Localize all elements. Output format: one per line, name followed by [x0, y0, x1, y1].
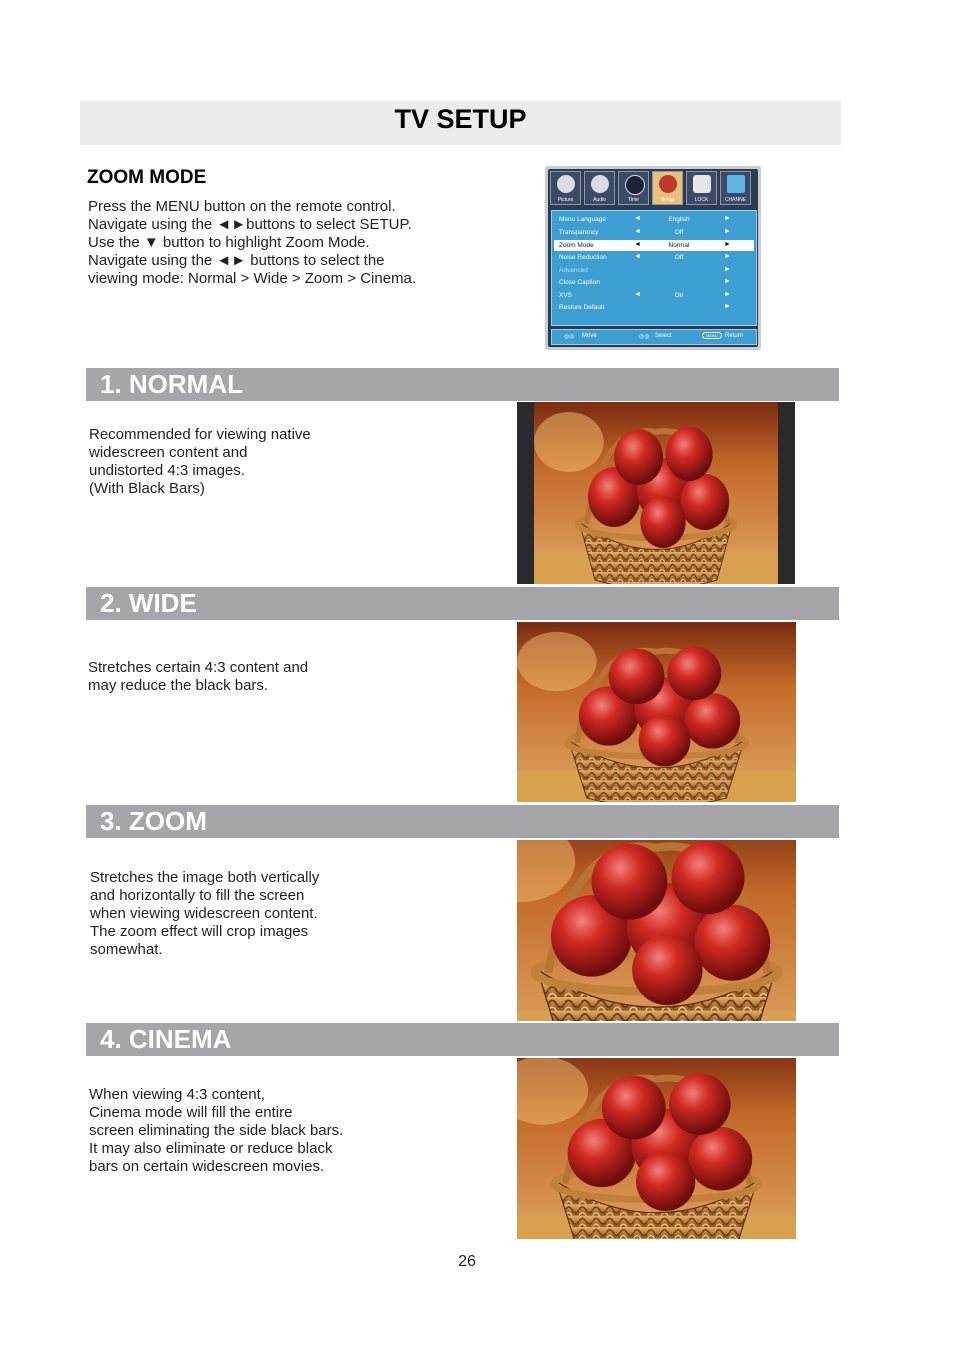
osd-row-label: Close Caption — [559, 279, 600, 286]
camera-icon — [557, 175, 575, 193]
right-arrow-icon[interactable]: ► — [724, 303, 731, 310]
osd-row-value: English — [668, 216, 690, 223]
osd-row-label: Zoom Mode — [559, 242, 594, 249]
osd-tab-label: Setup — [660, 197, 675, 203]
osd-footer-move: Move — [582, 333, 597, 339]
desc-line: somewhat. — [90, 941, 163, 958]
osd-row-value: Off — [674, 254, 684, 261]
desc-line: Cinema mode will fill the entire — [89, 1104, 293, 1121]
mode-bar-wide — [86, 587, 839, 620]
osd-row-value: On — [674, 292, 684, 299]
apple-basket-image — [517, 622, 796, 802]
monitor-icon — [727, 175, 745, 193]
speaker-icon — [591, 175, 609, 193]
osd-footer-select: Select — [655, 333, 672, 339]
osd-footer-return: Return — [725, 333, 744, 339]
desc-line: when viewing widescreen content. — [90, 905, 318, 922]
osd-tab-bar — [550, 171, 756, 205]
mode-desc-wide — [88, 659, 308, 695]
osd-row-xvs[interactable] — [554, 290, 754, 301]
page-number: 26 — [458, 1253, 476, 1270]
left-arrow-icon[interactable]: ◄ — [634, 253, 641, 260]
osd-row-label: Advanced — [559, 267, 588, 274]
osd-tab-lock[interactable] — [686, 171, 717, 205]
osd-row-label: XVS — [559, 292, 573, 299]
osd-tab-time[interactable] — [618, 171, 649, 205]
mode-title-cinema: 4. CINEMA — [100, 1024, 232, 1054]
left-arrow-icon[interactable]: ◄ — [634, 228, 641, 235]
desc-line: screen eliminating the side black bars. — [89, 1122, 344, 1139]
osd-tab-channel[interactable] — [720, 171, 751, 205]
osd-tab-label: Picture — [557, 197, 574, 203]
apple-image-normal — [517, 402, 795, 584]
osd-tab-setup[interactable] — [652, 171, 683, 205]
clock-icon — [625, 175, 645, 195]
desc-line: The zoom effect will crop images — [90, 923, 309, 940]
desc-line: Stretches certain 4:3 content and — [88, 659, 309, 676]
osd-tab-label: Audio — [593, 197, 606, 203]
intro-line: viewing mode: Normal > Wide > Zoom > Cinema. — [88, 270, 417, 287]
osd-row-value: Normal — [668, 242, 690, 249]
desc-line: bars on certain widescreen movies. — [89, 1158, 325, 1175]
right-arrow-icon[interactable]: ► — [724, 253, 731, 260]
osd-footer — [551, 329, 757, 345]
osd-tab-picture[interactable] — [550, 171, 581, 205]
desc-line: widescreen content and — [89, 444, 248, 461]
left-arrow-icon[interactable]: ◄ — [634, 241, 641, 248]
osd-row-menu-language[interactable] — [554, 214, 754, 225]
osd-row-value: Off — [674, 229, 684, 236]
osd-tab-label: Time — [628, 197, 639, 203]
intro-text — [88, 198, 416, 288]
osd-row-label: Noise Reduction — [559, 254, 607, 261]
desc-line: may reduce the black bars. — [88, 677, 269, 694]
mode-title-normal: 1. NORMAL — [100, 369, 243, 399]
right-arrow-icon[interactable]: ► — [724, 228, 731, 235]
intro-line: Navigate using the ◄►buttons to select SETUP. — [88, 216, 412, 233]
right-arrow-icon[interactable]: ► — [724, 266, 731, 273]
tools-icon — [659, 175, 677, 193]
mode-title-wide: 2. WIDE — [100, 588, 197, 618]
osd-row-zoom-mode[interactable] — [554, 240, 754, 251]
osd-menu — [545, 166, 761, 350]
menu-key-icon: MENU — [702, 332, 722, 339]
section-heading: ZOOM MODE — [87, 167, 207, 188]
osd-tab-label: CHANNE — [724, 197, 747, 203]
right-arrow-icon[interactable]: ► — [724, 291, 731, 298]
intro-line: Use the ▼ button to highlight Zoom Mode. — [88, 234, 370, 251]
left-arrow-icon[interactable]: ◄ — [634, 215, 641, 222]
desc-line: It may also eliminate or reduce black — [89, 1140, 333, 1157]
osd-row-restore-default[interactable] — [554, 302, 754, 313]
apple-image-wide — [517, 622, 796, 802]
mode-desc-cinema — [89, 1086, 343, 1176]
osd-row-noise-reduction[interactable] — [554, 252, 754, 263]
apple-basket-image — [517, 1058, 796, 1239]
lock-icon — [693, 175, 711, 193]
left-arrow-icon[interactable]: ◄ — [634, 291, 641, 298]
desc-line: (With Black Bars) — [89, 480, 205, 497]
mode-desc-zoom — [90, 869, 319, 959]
osd-tab-audio[interactable] — [584, 171, 615, 205]
desc-line: Stretches the image both vertically — [90, 869, 320, 886]
mode-title-zoom: 3. ZOOM — [100, 806, 207, 836]
right-arrow-icon[interactable]: ► — [724, 215, 731, 222]
intro-line: Navigate using the ◄► buttons to select the — [88, 252, 385, 269]
osd-row-label: Restore Default — [559, 304, 605, 311]
select-keys-icon: ◎◎ — [639, 334, 650, 340]
desc-line: undistorted 4:3 images. — [89, 462, 245, 479]
mode-desc-normal — [89, 426, 311, 498]
osd-panel — [548, 169, 758, 347]
right-arrow-icon[interactable]: ► — [724, 278, 731, 285]
move-keys-icon: ◎◎ — [564, 334, 575, 340]
page-title: TV SETUP — [394, 104, 527, 134]
apple-image-zoom — [517, 840, 796, 1021]
osd-row-label: Menu Language — [559, 216, 606, 223]
apple-basket-image — [517, 840, 796, 1021]
osd-tab-label: LOCK — [694, 197, 709, 203]
osd-row-close-caption[interactable] — [554, 277, 754, 288]
desc-line: and horizontally to fill the screen — [90, 887, 305, 904]
osd-row-advanced[interactable] — [554, 265, 754, 276]
osd-setup-list — [551, 210, 757, 326]
osd-row-label: Transparency — [559, 229, 599, 236]
osd-row-transparency[interactable] — [554, 227, 754, 238]
intro-line: Press the MENU button on the remote control. — [88, 198, 396, 215]
apple-image-cinema — [517, 1058, 796, 1239]
desc-line: When viewing 4:3 content, — [89, 1086, 265, 1103]
apple-basket-image — [534, 402, 778, 584]
right-arrow-icon[interactable]: ► — [724, 241, 731, 248]
desc-line: Recommended for viewing native — [89, 426, 311, 443]
